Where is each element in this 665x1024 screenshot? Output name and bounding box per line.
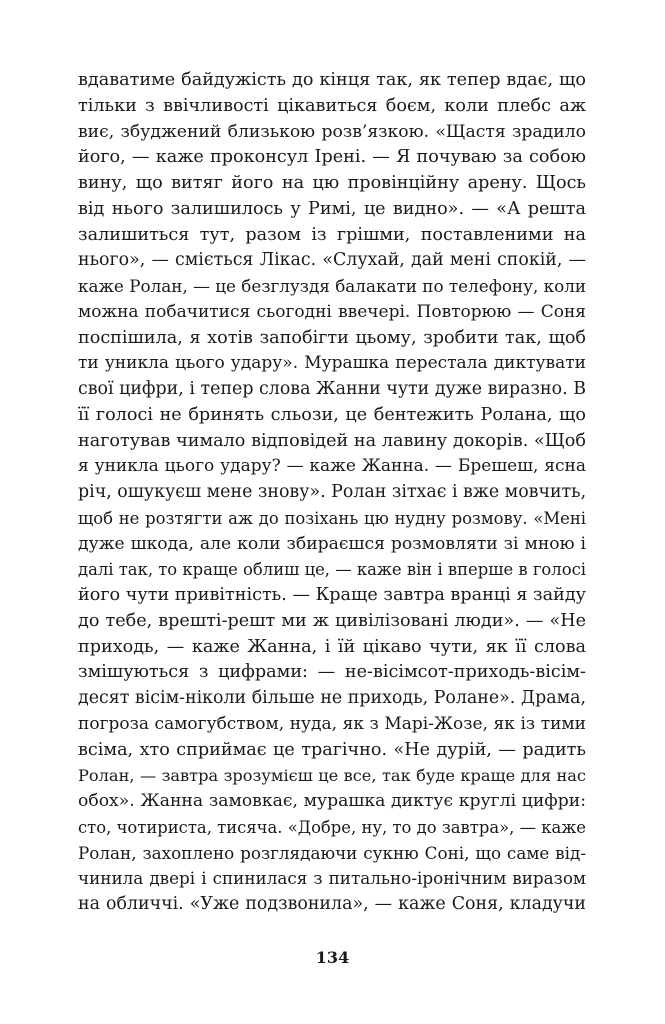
text-line: нього», — сміється Лікас. «Слухай, дай мені спокій, — xyxy=(78,250,586,271)
text-line: наготував чимало відповідей на лавину докорів. «Щоб xyxy=(78,430,586,451)
text-line: виє, збуджений близькою розв’язкою. «Щастя зрадило xyxy=(78,121,586,142)
text-line: далі так, то краще облиш це, — каже він і вперше в голосі xyxy=(78,560,586,580)
page-number: 134 xyxy=(315,948,350,967)
text-line: його чути привітність. — Краще завтра вранці я зайду xyxy=(78,585,586,605)
text-line: сто, чотириста, тисяча. «Добре, ну, то до завтра», — каже xyxy=(78,817,586,837)
text-line: десят вісім-ніколи більше не приходь, Ролане». Драма, xyxy=(78,688,586,708)
text-line: до тебе, врешті-решт ми ж цивілізовані люди». — «Не xyxy=(78,610,586,631)
text-line: всіма, хто сприймає це трагічно. «Не дурій, — радить xyxy=(78,739,586,760)
text-line: річ, ошукуєш мене знову». Ролан зітхає і вже мовчить, xyxy=(78,482,586,502)
text-line: вину, що витяг його на цю провінційну арену. Щось xyxy=(78,173,586,193)
text-line: її голосі не бринять сльози, це бентежить Ролана, що xyxy=(78,404,586,425)
text-line: можна побачитися сьогодні ввечері. Повторюю — Соня xyxy=(78,301,586,322)
text-line: погроза самогубством, нуда, як з Марі-Жозе, як із тими xyxy=(78,713,586,734)
text-line: дуже шкода, але коли збираєшся розмовляти зі мною і xyxy=(78,533,586,554)
body-text xyxy=(78,68,586,918)
text-line: змішуються з цифрами: — не-вісімсот-приходь-вісім- xyxy=(78,662,586,683)
text-line: каже Ролан, — це безглуздя балакати по телефону, коли xyxy=(78,276,586,296)
text-line: залишиться тут, разом із грішми, поставленими на xyxy=(78,224,586,245)
text-line: на обличчі. «Уже подзвонила», — каже Соня, кладучи xyxy=(78,894,586,914)
text-line: вдаватиме байдужість до кінця так, як тепер вдає, що xyxy=(78,70,586,90)
text-line: чинила двері і спинилася з питально-іронічним виразом xyxy=(78,868,586,889)
text-line: свої цифри, і тепер слова Жанни чути дуже виразно. В xyxy=(78,379,586,399)
text-line: ти уникла цього удару». Мурашка перестала диктувати xyxy=(78,353,586,374)
text-line: щоб не розтягти аж до позіхань цю нудну розмову. «Мені xyxy=(78,508,586,528)
text-line: від нього залишилось у Римі, це видно». — «А решта xyxy=(78,198,586,219)
text-line: Ролан, захоплено розглядаючи сукню Соні, що саме від- xyxy=(78,842,586,863)
text-line: приходь, — каже Жанна, і їй цікаво чути, як її слова xyxy=(78,636,586,657)
text-line: поспішила, я хотів запобігти цьому, зробити так, щоб xyxy=(78,327,586,348)
text-line: обох». Жанна замовкає, мурашка диктує круглі цифри: xyxy=(78,791,586,811)
text-line: тільки з ввічливості цікавиться боєм, коли плебс аж xyxy=(78,95,586,116)
text-line: я уникла цього удару? — каже Жанна. — Брешеш, ясна xyxy=(78,456,586,477)
text-line: його, — каже проконсул Ірені. — Я почуваю за собою xyxy=(78,147,586,168)
text-line: Ролан, — завтра зрозумієш це все, так буде краще для нас xyxy=(78,766,586,786)
